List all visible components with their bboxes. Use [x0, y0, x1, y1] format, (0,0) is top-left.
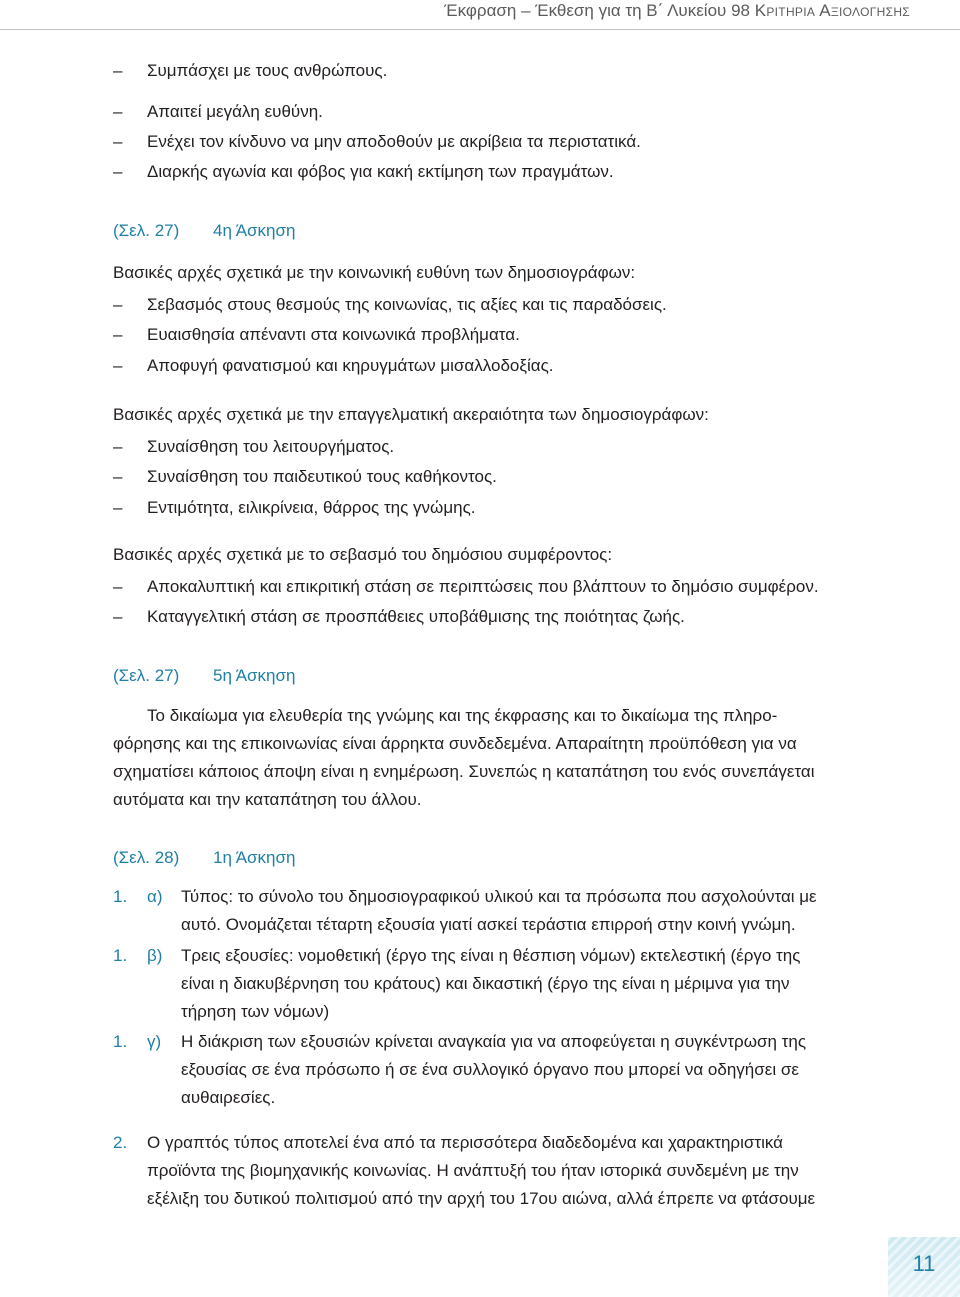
paragraph-line: σχηματίσει κάποιος άποψη είναι η ενημέρωση. Συνεπώς η καταπάτηση του ενός συνεπάγεται [113, 762, 815, 781]
paragraph-line: Τύπος: το σύνολο του δημοσιογραφικού υλικού και τα πρόσωπα που ασχολούνται με [181, 887, 817, 906]
dash-bullet: – [113, 467, 123, 486]
header-divider [0, 29, 960, 30]
paragraph-line: Τρεις εξουσίες: νομοθετική (έργο της είναι η θέσπιση νόμων) εκτελεστική (έργο της [181, 946, 801, 965]
item-letter: β) [147, 946, 163, 965]
group-1-heading: Βασικές αρχές σχετικά με την κοινωνική ευθύνη των δημοσιογράφων: [113, 263, 636, 282]
list-item-text: Αποφυγή φανατισμού και κηρυγμάτων μισαλλοδοξίας. [147, 356, 554, 375]
item-letter: α) [147, 887, 163, 906]
header-page-ref: 98 [731, 1, 750, 20]
running-header [0, 0, 960, 33]
group-3-heading: Βασικές αρχές σχετικά με το σεβασμό του δημόσιου συμφέροντος: [113, 545, 613, 564]
header-title: Έκφραση – Έκθεση για τη Β΄ Λυκείου [444, 1, 727, 20]
dash-bullet: – [113, 295, 123, 314]
list-item-text: Συναίσθηση του λειτουργήματος. [147, 437, 395, 456]
dash-bullet: – [113, 162, 123, 181]
paragraph-line: Το δικαίωμα για ελευθερία της γνώμης και της έκφρασης και το δικαίωμα της πληρο- [147, 706, 778, 725]
list-item-text: Συμπάσχει με τους ανθρώπους. [147, 61, 388, 80]
paragraph-line: αυτόματα και την καταπάτηση του άλλου. [113, 790, 422, 809]
list-item-text: Συναίσθηση του παιδευτικού τους καθήκοντος. [147, 467, 497, 486]
paragraph-line: αυθαιρεσίες. [181, 1088, 276, 1107]
dash-bullet: – [113, 437, 123, 456]
paragraph-line: εξέλιξη του δυτικού πολιτισμού από την αρχή του 17ου αιώνα, αλλά έπρεπε να φτάσουμε [147, 1189, 816, 1208]
paragraph-line: είναι η διακυβέρνηση του κράτους) και δικαστική (έργο της είναι η μέριμνα για την [181, 974, 790, 993]
exercise-5-title: 5η Άσκηση [213, 666, 296, 685]
item-letter: γ) [147, 1032, 162, 1051]
exercise-5-page-ref: (Σελ. 27) [113, 666, 180, 685]
item-number: 1. [113, 1032, 128, 1051]
paragraph-line: τήρηση των νόμων) [181, 1002, 330, 1021]
paragraph-line: αυτό. Ονομάζεται τέταρτη εξουσία γιατί ασκεί τεράστια επιρροή στην κοινή γνώμη. [181, 915, 796, 934]
paragraph-line: εξουσίας σε ένα πρόσωπο ή σε ένα συλλογικό όργανο που μπορεί να οδηγήσει σε [181, 1060, 799, 1079]
dash-bullet: – [113, 356, 123, 375]
header-section: Κριτηρια Αξιολογησης [754, 1, 910, 20]
dash-bullet: – [113, 102, 123, 121]
dash-bullet: – [113, 325, 123, 344]
paragraph-line: Η διάκριση των εξουσιών κρίνεται αναγκαία για να αποφεύγεται η συγκέντρωση της [181, 1032, 807, 1051]
paragraph-line: φόρησης και της επικοινωνίας είναι άρρηκτα συνδεδεμένα. Απαραίτητη προϋπόθεση για να [113, 734, 797, 753]
item-number: 1. [113, 887, 128, 906]
exercise-1-title: 1η Άσκηση [213, 848, 296, 867]
exercise-4-title: 4η Άσκηση [213, 221, 296, 240]
dash-bullet: – [113, 577, 123, 596]
header-text [444, 1, 910, 21]
paragraph-line: Ο γραπτός τύπος αποτελεί ένα από τα περισσότερα διαδεδομένα και χαρακτηριστικά [147, 1133, 783, 1152]
list-item-text: Αποκαλυπτική και επικριτική στάση σε περιπτώσεις που βλάπτουν το δημόσιο συμφέρον. [147, 577, 819, 596]
page-number-tab [888, 1237, 960, 1297]
paragraph-line: προϊόντα της βιομηχανικής κοινωνίας. Η ανάπτυξή του ήταν ιστορικά συνδεμένη με την [147, 1161, 799, 1180]
item-number: 2. [113, 1133, 128, 1152]
exercise-1-page-ref: (Σελ. 28) [113, 848, 180, 867]
list-item-text: Ευαισθησία απέναντι στα κοινωνικά προβλήματα. [147, 325, 520, 344]
exercise-4-page-ref: (Σελ. 27) [113, 221, 180, 240]
list-item-text: Διαρκής αγωνία και φόβος για κακή εκτίμηση των πραγμάτων. [147, 162, 614, 181]
dash-bullet: – [113, 132, 123, 151]
dash-bullet: – [113, 498, 123, 517]
dash-bullet: – [113, 607, 123, 626]
group-2-heading: Βασικές αρχές σχετικά με την επαγγελματική ακεραιότητα των δημοσιογράφων: [113, 405, 709, 424]
item-number: 1. [113, 946, 128, 965]
page-number: 11 [912, 1251, 936, 1276]
list-item-text: Ενέχει τον κίνδυνο να μην αποδοθούν με ακρίβεια τα περιστατικά. [147, 132, 641, 151]
list-item-text: Καταγγελτική στάση σε προσπάθειες υποβάθμισης της ποιότητας ζωής. [147, 607, 685, 626]
list-item-text: Σεβασμός στους θεσμούς της κοινωνίας, τις αξίες και τις παραδόσεις. [147, 295, 667, 314]
dash-bullet: – [113, 61, 123, 80]
list-item-text: Εντιμότητα, ειλικρίνεια, θάρρος της γνώμης. [147, 498, 476, 517]
list-item-text: Απαιτεί μεγάλη ευθύνη. [147, 102, 323, 121]
